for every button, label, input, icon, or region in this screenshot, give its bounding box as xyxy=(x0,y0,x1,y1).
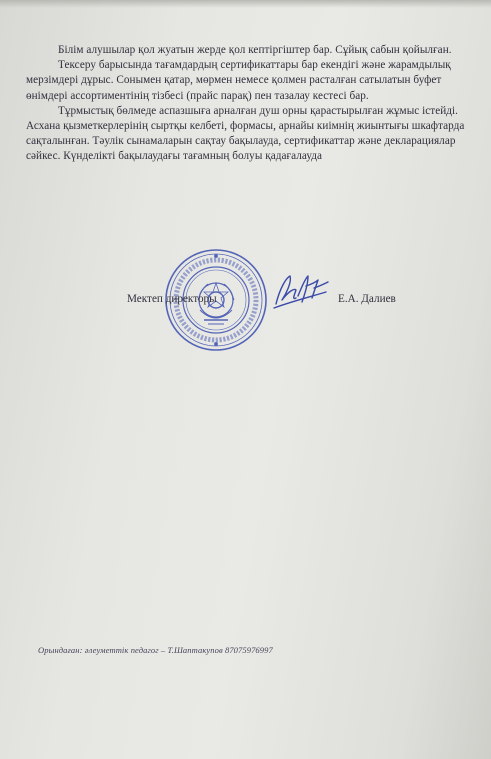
paragraph-hand-dryers: Білім алушылар қол жуатын жерде қол кептіргіштер бар. Сұйық сабын қойылған. xyxy=(58,44,452,56)
paragraph-staff-room: Тұрмыстық бөлмеде аспазшыға арналған душ орны қарастырылған жұмыс істейді. Асхана қызметкерлерінің сыртқы келбеті, формасы, арнайы киімнің жиынтығы шкафтарда сақталынған. Тәулік сынамаларын сақтау бақылауда, сертификаттар және декларациялар сәйкес. Күнделікті бақылаудағы тағамның болуы қадағалауда xyxy=(26,104,465,163)
signer-name: Е.А. Далиев xyxy=(338,293,396,305)
document-footer: Орындаған: әлеуметтік педагог – Т.Шаптакупов 87075976997 xyxy=(38,645,273,655)
signer-title: Мектеп директоры xyxy=(127,293,217,305)
signature-row xyxy=(0,293,491,313)
document-body xyxy=(26,43,466,165)
page-shadow xyxy=(0,0,491,8)
paragraph-certificates: Тексеру барысында тағамдардың сертификаттары бар екендігі және жарамдылық мерзімдері дұрыс. Сонымен қатар, мөрмен немесе қолмен расталған сатылатын буфет өнімдері ассортиментінің тізбесі (прайс парақ) пен тазалау кестесі бар. xyxy=(26,59,451,102)
